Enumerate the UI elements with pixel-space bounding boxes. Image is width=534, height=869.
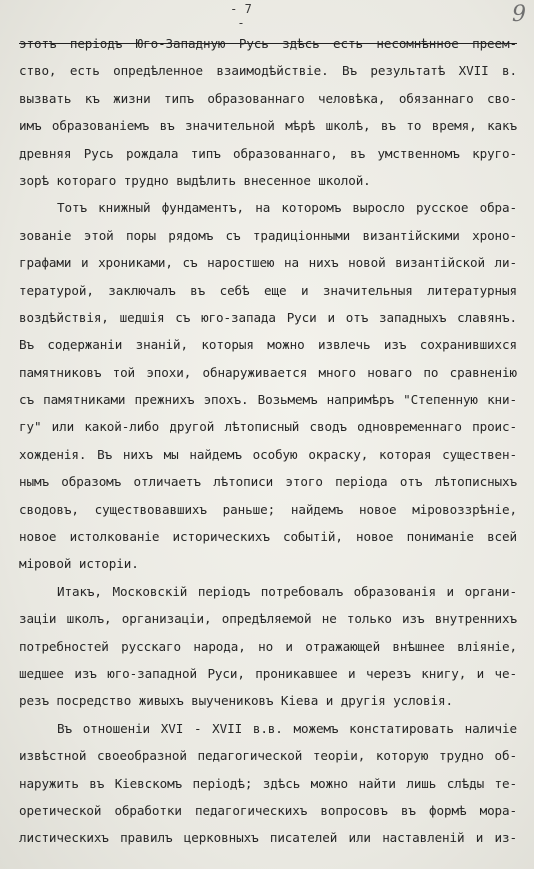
text-line: хожденія. Въ нихъ мы найдемъ особую окраску, которая существен- (19, 446, 517, 462)
text-line: этотъ періодъ Юго-Западную Русь здѣсь есть несомнѣнное преем- (19, 36, 517, 51)
text-line: зованіе этой поры рядомъ съ традиціонными византійскими хроно- (19, 227, 517, 243)
page-number: - 7 - (230, 2, 252, 30)
text-line: памятниковъ той эпохи, обнаруживается много новаго по сравненію (19, 364, 517, 380)
text-line: наружить въ Кіевскомъ періодѣ; здѣсь можно найти лишь слѣды те- (19, 775, 517, 791)
text-line: потребностей русскаго народа, но и отражающей внѣшнее вліяніе, (19, 638, 517, 654)
text-line: ство, есть опредѣленное взаимодѣйствіе. Въ результатѣ XVII в. (19, 63, 517, 79)
text-line: міровой исторіи. (19, 556, 139, 572)
paragraph-start-line: Тотъ книжный фундаментъ, на которомъ выросло русское обра- (57, 200, 517, 216)
text-line: шедшее изъ юго-западной Руси, проникавшее и черезъ книгу, и че- (19, 665, 517, 681)
paragraph-start-line: Въ отношеніи XVI - XVII в.в. можемъ констатировать наличіе (57, 720, 517, 736)
text-line: древняя Русь рождала типъ образованнаго, въ умственномъ круго- (19, 145, 517, 161)
text-line: тературой, заключалъ въ себѣ еще и значительныя литературныя (19, 282, 517, 298)
text-line: резъ посредство живыхъ выучениковъ Кіева и другія условія. (19, 693, 453, 709)
text-line: зорѣ котораго трудно выдѣлить внесенное школой. (19, 172, 371, 188)
text-line: оретической обработки педагогическихъ вопросовъ въ формѣ мора- (19, 802, 517, 818)
typewritten-text (19, 30, 517, 852)
text-line: сводовъ, существовавшихъ раньше; найдемъ новое міровоззрѣніе, (19, 501, 517, 517)
text-line: гу" или какой-либо другой лѣтописный сводъ одновременнаго проис- (19, 419, 517, 435)
text-line: листическихъ правилъ церковныхъ писателей или наставленій и из- (19, 830, 517, 846)
text-line: нымъ образомъ отличаетъ лѣтописи этого періода отъ лѣтописныхъ (19, 474, 517, 490)
text-line: съ памятниками прежнихъ эпохъ. Возьмемъ напримѣръ "Степенную кни- (19, 392, 517, 408)
handwritten-page-mark: 9 (512, 2, 526, 27)
paragraph-start-line: Итакъ, Московскій періодъ потребовалъ образованія и органи- (57, 583, 517, 599)
text-line: вызвать къ жизни типъ образованнаго человѣка, обязаннаго сво- (19, 90, 517, 106)
text-line: имъ образованіемъ въ значительной мѣрѣ школѣ, въ то время, какъ (19, 118, 517, 134)
text-line: Въ содержаніи знаній, которыя можно извлечь изъ сохранившихся (19, 337, 517, 353)
text-line: заціи школъ, организаціи, опредѣляемой не только изъ внутреннихъ (19, 611, 517, 627)
text-line: воздѣйствія, шедшія съ юго-запада Руси и отъ западныхъ славянъ. (19, 309, 517, 325)
text-line: новое истолкованіе историческихъ событій, новое пониманіе всей (19, 529, 517, 545)
text-line: извѣстной своеобразной педагогической теоріи, которую трудно об- (19, 748, 517, 764)
text-line: графами и хрониками, съ наростшею на нихъ новой византійской ли- (19, 255, 517, 271)
